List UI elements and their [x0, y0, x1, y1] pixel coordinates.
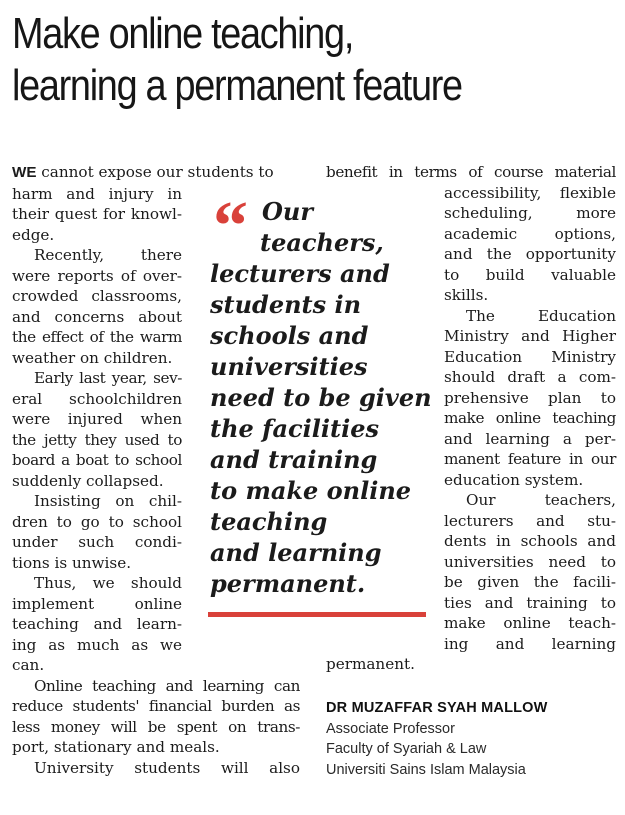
- text-line: Online teaching and learning can: [34, 676, 300, 695]
- text-line: Recently, there: [34, 246, 182, 264]
- author-name: DR MUZAFFAR SYAH MALLOW: [326, 700, 548, 716]
- text-line: were injured when: [12, 410, 182, 428]
- text-line: universities need to: [444, 552, 616, 571]
- text-line: accessibility, flexible: [444, 183, 616, 202]
- quote-line: teachers,: [260, 228, 384, 257]
- text-line: and concerns about: [12, 307, 182, 326]
- text-line: the effect of the warm: [12, 328, 182, 346]
- author-faculty: Faculty of Syariah & Law: [326, 741, 487, 757]
- text-line: University students will also: [34, 758, 300, 777]
- text-line: and learning a per-: [444, 429, 616, 448]
- quote-line: need to be given: [210, 383, 432, 412]
- text-line: be given the facili-: [444, 573, 616, 591]
- text-line: the jetty they used to: [12, 430, 182, 449]
- quote-line: schools and: [210, 321, 369, 350]
- text-line: make online teach-: [444, 614, 616, 632]
- text-line: crowded classrooms,: [12, 287, 182, 305]
- text-line: ties and training to: [444, 593, 616, 612]
- text-line: harm and injury in: [12, 184, 182, 203]
- headline: [12, 8, 528, 112]
- text-fragment: cannot expose our students to: [36, 163, 274, 181]
- text-line: less money will be spent on trans-: [12, 717, 300, 736]
- text-line: to build valuable: [444, 265, 616, 284]
- text-line: [12, 162, 304, 184]
- text-line: Education Ministry: [444, 347, 616, 366]
- text-line: can.: [12, 656, 45, 674]
- paragraph-6: [12, 676, 304, 758]
- text-line: implement online: [12, 594, 182, 613]
- text-line: skills.: [444, 286, 489, 304]
- text-line: were reports of over-: [12, 266, 182, 285]
- quote-line: lecturers and: [210, 259, 390, 288]
- quote-line: students in: [210, 290, 362, 319]
- quote-line: to make online: [210, 476, 412, 505]
- text-line: dents in schools and: [444, 532, 616, 550]
- text-line: tions is unwise.: [12, 553, 132, 572]
- text-line: The Education: [466, 306, 616, 325]
- paragraph-7: [12, 758, 304, 779]
- paragraph-education-ministry: [326, 306, 616, 491]
- text-line: benefit in terms of course material: [326, 163, 616, 181]
- text-line: ing and learning: [444, 634, 616, 653]
- text-line: suddenly collapsed.: [12, 471, 164, 490]
- right-column: [326, 162, 616, 675]
- quote-mark-icon: “: [213, 188, 248, 265]
- headline-line-1: Make online teaching,: [12, 9, 354, 58]
- text-line: Early last year, sev-: [34, 369, 182, 387]
- author-university: Universiti Sains Islam Malaysia: [326, 761, 526, 778]
- text-line: eral schoolchildren: [12, 389, 182, 408]
- text-line: prehensive plan to: [444, 388, 616, 407]
- author-title: Associate Professor: [326, 720, 455, 737]
- text-line: should draft a com-: [444, 368, 616, 386]
- text-line: Insisting on chil-: [34, 492, 182, 510]
- text-line: permanent.: [326, 655, 415, 673]
- text-line: ing as much as we: [12, 635, 182, 654]
- quote-line: teaching: [210, 507, 328, 536]
- byline: [326, 698, 616, 780]
- text-line: education system.: [444, 470, 584, 489]
- text-line: under such condi-: [12, 533, 182, 551]
- text-line: Our teachers,: [466, 491, 616, 509]
- quote-line: universities: [210, 352, 368, 381]
- quote-line: the facilities: [210, 414, 379, 443]
- text-line: Thus, we should: [34, 574, 182, 592]
- text-line: academic options,: [444, 224, 616, 243]
- text-line: lecturers and stu-: [444, 511, 616, 530]
- text-line: scheduling, more: [444, 204, 616, 222]
- text-line: dren to go to school: [12, 512, 182, 531]
- text-line: their quest for knowl-: [12, 205, 182, 223]
- paragraph-continued: [326, 162, 616, 306]
- quote-line: permanent.: [210, 569, 366, 598]
- text-line: weather on children.: [12, 348, 173, 367]
- lead-word: WE: [12, 164, 37, 181]
- text-line: edge.: [12, 225, 55, 244]
- quote-line: Our: [262, 197, 313, 226]
- text-line: and the opportunity: [444, 245, 616, 263]
- text-line: board a boat to school: [12, 451, 182, 469]
- paragraph-our-teachers: [326, 490, 616, 675]
- text-line: manent feature in our: [444, 450, 616, 468]
- text-line: teaching and learn-: [12, 615, 182, 633]
- quote-line: and training: [210, 445, 378, 474]
- text-line: make online teaching: [444, 409, 616, 427]
- text-line: reduce students' financial burden as: [12, 697, 300, 715]
- headline-line-2: learning a permanent feature: [12, 61, 462, 110]
- text-line: port, stationary and meals.: [12, 738, 220, 756]
- quote-line: and learning: [210, 538, 382, 567]
- text-line: Ministry and Higher: [444, 327, 616, 345]
